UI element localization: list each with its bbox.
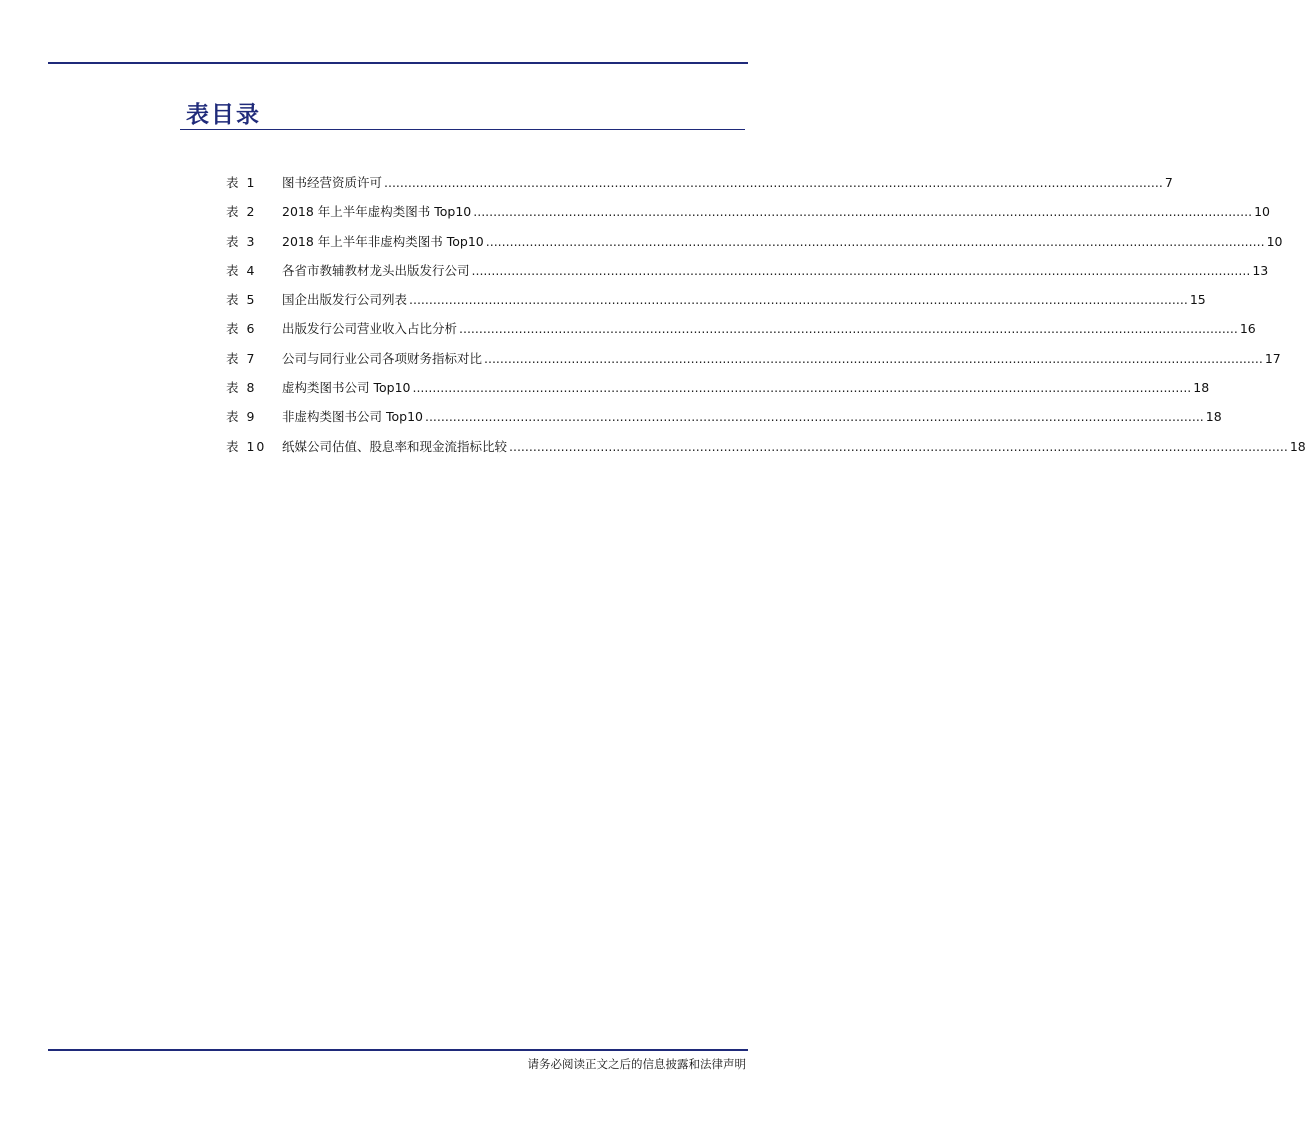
toc-entry-title: 各省市教辅教材龙头出版发行公司	[282, 262, 470, 278]
toc-entry-title: 出版发行公司营业收入占比分析	[282, 321, 458, 337]
toc-entry[interactable]	[226, 438, 1306, 467]
toc-entry-title: 纸媒公司估值、股息率和现金流指标比较	[282, 438, 508, 454]
table-of-tables	[226, 174, 1306, 467]
toc-entry[interactable]	[226, 350, 1281, 379]
toc-entry-title: 2018 年上半年虚构类图书 Top10	[282, 204, 472, 220]
header-divider	[48, 62, 748, 64]
footer-divider	[48, 1049, 748, 1051]
dot-leader: ....................................................................................................................................................................................................	[509, 438, 1288, 454]
toc-entry-page: 10	[1254, 204, 1270, 220]
dot-leader: ....................................................................................................................................................................................................	[473, 204, 1253, 220]
toc-entry[interactable]	[226, 203, 1270, 232]
toc-entry-label: 表 10	[226, 438, 267, 454]
toc-entry-page: 7	[1164, 175, 1173, 190]
toc-entry-title: 图书经营资质许可	[282, 175, 383, 190]
toc-entry[interactable]	[226, 291, 1206, 320]
toc-entry[interactable]	[226, 262, 1269, 291]
dot-leader: ....................................................................................................................................................................................................	[471, 262, 1251, 278]
toc-entry-label: 表 6	[226, 321, 257, 337]
toc-entry-title: 非虚构类图书公司 Top10	[282, 409, 423, 425]
toc-entry-title: 公司与同行业公司各项财务指标对比	[282, 350, 483, 366]
toc-entry-title: 2018 年上半年非虚构类图书 Top10	[282, 233, 484, 249]
toc-entry-page: 10	[1266, 233, 1283, 249]
toc-entry[interactable]	[226, 174, 1173, 203]
toc-entry-label: 表 1	[226, 175, 257, 190]
dot-leader: ....................................................................................................................................................................................................	[412, 380, 1192, 396]
toc-entry-title: 虚构类图书公司 Top10	[282, 380, 411, 396]
toc-entry-label: 表 4	[226, 262, 257, 278]
dot-leader: ....................................................................................................................................................................................................	[484, 350, 1263, 366]
toc-entry[interactable]	[226, 408, 1222, 437]
dot-leader: ....................................................................................................................................................................................................	[424, 409, 1204, 425]
toc-entry-page: 13	[1252, 262, 1269, 278]
toc-entry-page: 18	[1193, 380, 1210, 396]
toc-entry-title: 国企出版发行公司列表	[282, 292, 408, 308]
toc-entry[interactable]	[226, 320, 1256, 349]
dot-leader: ....................................................................................................................................................................................................	[485, 233, 1265, 249]
toc-entry-page: 16	[1239, 321, 1256, 337]
toc-entry[interactable]	[226, 233, 1283, 262]
toc-entry-label: 表 5	[226, 292, 257, 308]
toc-entry-page: 15	[1189, 292, 1206, 308]
toc-entry-label: 表 8	[226, 380, 257, 396]
toc-entry[interactable]	[226, 379, 1210, 408]
toc-entry-page: 18	[1289, 438, 1306, 454]
toc-entry-page: 18	[1205, 409, 1222, 425]
toc-entry-page: 17	[1264, 350, 1281, 366]
title-underline	[180, 129, 745, 130]
dot-leader: ....................................................................................................................................................................................................	[409, 292, 1188, 308]
toc-entry-label: 表 2	[226, 204, 257, 220]
toc-entry-label: 表 9	[226, 409, 257, 425]
toc-entry-label: 表 3	[226, 233, 257, 249]
legal-disclaimer-note: 请务必阅读正文之后的信息披露和法律声明	[527, 1057, 746, 1071]
dot-leader: ....................................................................................................................................................................................................	[384, 175, 1163, 190]
page-title: 表目录	[186, 101, 261, 128]
dot-leader: ....................................................................................................................................................................................................	[459, 321, 1238, 337]
toc-entry-label: 表 7	[226, 350, 257, 366]
